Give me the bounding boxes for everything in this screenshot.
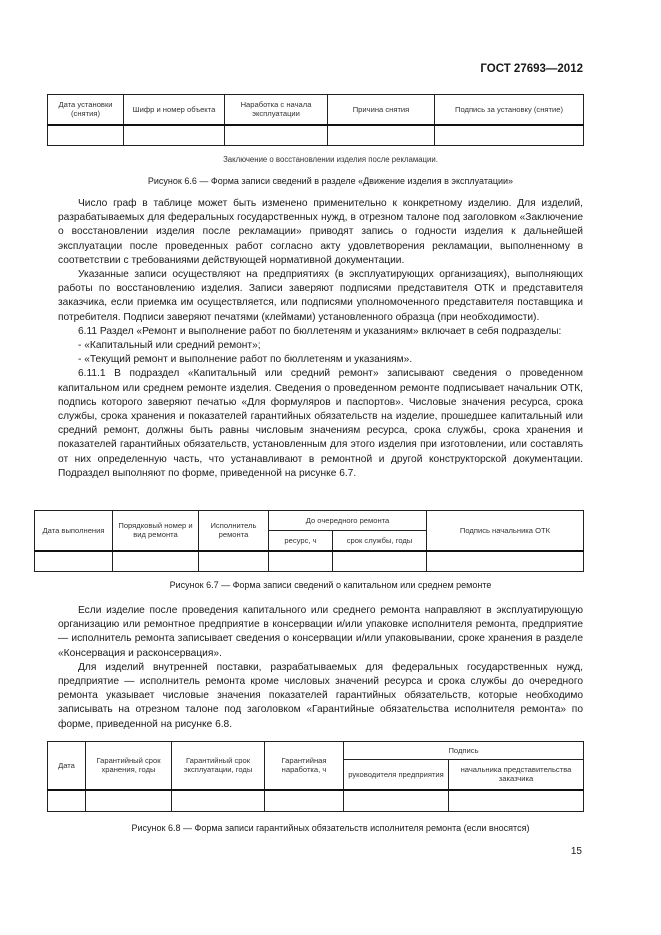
column-header: Подпись за установку (снятие) — [435, 95, 584, 125]
column-header: Дата — [48, 742, 86, 790]
table-cell — [344, 790, 449, 812]
column-header: Шифр и номер объекта — [124, 95, 225, 125]
figure-6-8-table — [47, 741, 584, 812]
clause-6-11-1: 6.11.1 В подраздел «Капитальный или средний ремонт» записывают сведения о проведенном капитальном или среднем ремонте изделия. Сведения о проведенном ремонте подписывает начальник ОТК, подпись которого заверяют печатью «Для формуляров и паспортов». Числовые значения ресурса, срока службы, срока хранения и показателей гарантийных обязательств на изделие, прошедшее капитальный или средний ремонт, должны быть равны числовым значениям ресурса, срока службы, срока хранения и показателей гарантийных обязательств, установленным для этого изделия при изготовлении, или составлять от них определенную часть, что устанавливают в ремонтной и другой конструкторской документации. Подраздел выполняют по форме, приведенной на рисунке 6.7. — [58, 368, 583, 479]
page-number: 15 — [570, 846, 582, 857]
column-group-header: До очередного ремонта — [269, 511, 427, 531]
column-header: Гарантийный срок хранения, годы — [86, 742, 172, 790]
table-cell — [113, 551, 199, 572]
paragraph: Число граф в таблице может быть изменено применительно к конкретному изделию. Для изделий, разрабатываемых для федеральных государственных нужд, в отрезном талоне под заголовком «Заключение о восстановлении изделия после рекламации» приводят запись о годности изделия к дальнейшей эксплуатации после проведенных работ согласно акту удовлетворения рекламации, выполненному в соответствии с требованиями действующей нормативной документации. — [58, 198, 583, 266]
list-item: - «Текущий ремонт и выполнение работ по бюллетеням и указаниям». — [78, 354, 413, 366]
figure-6-6-table — [47, 94, 584, 146]
clause-6-11: 6.11 Раздел «Ремонт и выполнение работ по бюллетеням и указаниям» включает в себя подразделы: — [78, 325, 562, 337]
figure-6-7-caption: Рисунок 6.7 — Форма записи сведений о капитальном или среднем ремонте — [169, 580, 492, 590]
table-cell — [48, 790, 86, 812]
column-header: Дата установки (снятия) — [48, 95, 124, 125]
column-header: ресурс, ч — [269, 531, 333, 551]
table-cell — [449, 790, 584, 812]
body-text-1 — [58, 197, 583, 481]
column-header: Порядковый номер и вид ремонта — [113, 511, 199, 551]
table-cell — [48, 125, 124, 146]
paragraph: Для изделий внутренней поставки, разрабатываемых для федеральных государственных нужд, предприятие — исполнитель ремонта кроме числовых значений ресурса и срока службы до очередного ремонта указывает числовые значения показателей гарантийных обязательств, которые необходимо записывать на отрезном талоне под заголовком «Гарантийные обязательства исполнителя ремонта» по форме, приведенной на рисунке 6.8. — [58, 661, 583, 730]
table-cell — [225, 125, 328, 146]
table-cell — [86, 790, 172, 812]
table-cell — [328, 125, 435, 146]
column-header: Подпись начальника ОТК — [427, 511, 584, 551]
column-header: Наработка с начала эксплуатации — [225, 95, 328, 125]
paragraph: Если изделие после проведения капитального или среднего ремонта направляют в эксплуатирующую организацию или ремонтное предприятие в консервации и/или упаковке исполнителя ремонта, предприятие — исполнитель ремонта записывает сведения о консервации и/или упаковывании, сроке хранения в разделе «Консервация и расконсервация». — [58, 605, 583, 659]
table-cell — [35, 551, 113, 572]
figure-6-8-caption: Рисунок 6.8 — Форма записи гарантийных обязательств исполнителя ремонта (если вносятся) — [131, 823, 530, 833]
column-header: руководителя предприятия — [344, 760, 449, 790]
column-header: Дата выполнения — [35, 511, 113, 551]
table-cell — [172, 790, 265, 812]
column-header: Причина снятия — [328, 95, 435, 125]
table-cell — [333, 551, 427, 572]
column-header: Исполнитель ремонта — [199, 511, 269, 551]
table-cell — [435, 125, 584, 146]
column-header: срок службы, годы — [333, 531, 427, 551]
document-code: ГОСТ 27693—2012 — [480, 63, 583, 75]
table-cell — [265, 790, 344, 812]
column-header: Гарантийная наработка, ч — [265, 742, 344, 790]
list-item: - «Капитальный или средний ремонт»; — [78, 340, 261, 352]
column-header: начальника представительства заказчика — [449, 760, 584, 790]
conclusion-line: Заключение о восстановлении изделия после рекламации. — [223, 155, 438, 164]
table-cell — [269, 551, 333, 572]
column-header: Гарантийный срок эксплуатации, годы — [172, 742, 265, 790]
figure-6-6-caption: Рисунок 6.6 — Форма записи сведений в разделе «Движение изделия в эксплуатации» — [147, 176, 514, 186]
body-text-2 — [58, 604, 583, 732]
table-cell — [124, 125, 225, 146]
table-cell — [199, 551, 269, 572]
paragraph: Указанные записи осуществляют на предприятиях (в эксплуатирующих организациях), выполняющих работы по восстановлению изделия. Записи заверяют подписями представителя ОТК и представителя заказчика, если приемка им осуществляется, или подписями уполномоченного представителя поставщика и потребителя. Подписи заверяют печатями (клеймами) установленного образца (при необходимости). — [58, 269, 583, 323]
figure-6-7-table — [34, 510, 584, 572]
column-group-header: Подпись — [344, 742, 584, 760]
table-cell — [427, 551, 584, 572]
